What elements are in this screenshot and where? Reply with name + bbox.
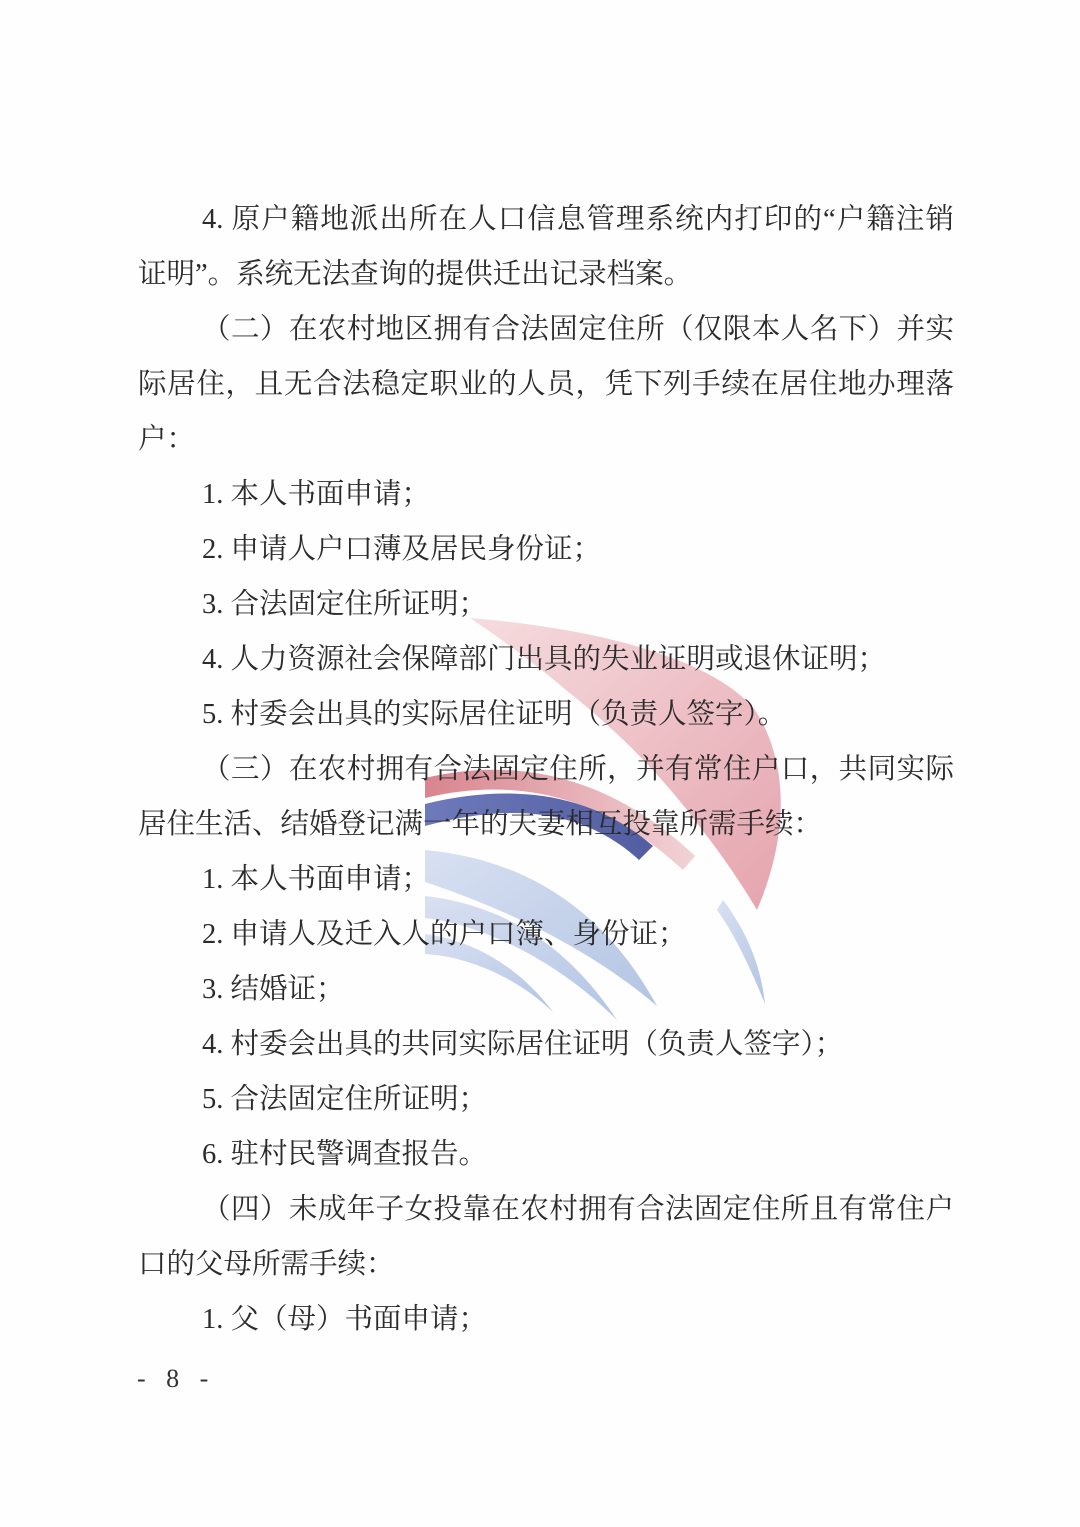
page-number: - 8 - (137, 1364, 216, 1393)
text-line: 3. 结婚证； (202, 974, 345, 1005)
text-line: 5. 合法固定住所证明； (202, 1084, 488, 1115)
document-body (138, 192, 954, 1347)
text-line: （三）在农村拥有合法固定住所，并有常住户口，共同实际 (202, 754, 954, 785)
text-line: 口的父母所需手续： (138, 1249, 395, 1280)
text-line: 2. 申请人及迁入人的户口簿、身份证； (202, 919, 687, 950)
text-line: （二）在农村地区拥有合法固定住所（仅限本人名下）并实 (202, 314, 954, 345)
text-line: （四）未成年子女投靠在农村拥有合法固定住所且有常住户 (202, 1194, 954, 1225)
text-line: 1. 本人书面申请； (202, 864, 431, 895)
text-line: 4. 人力资源社会保障部门出具的失业证明或退休证明； (202, 644, 887, 675)
text-line: 6. 驻村民警调查报告。 (202, 1139, 488, 1170)
text-line: 证明”。系统无法查询的提供迁出记录档案。 (138, 259, 693, 290)
text-line: 3. 合法固定住所证明； (202, 589, 488, 620)
text-line: 1. 父（母）书面申请； (202, 1304, 488, 1335)
text-line: 1. 本人书面申请； (202, 479, 431, 510)
text-line: 4. 村委会出具的共同实际居住证明（负责人签字）； (202, 1029, 844, 1060)
text-line: 2. 申请人户口薄及居民身份证； (202, 534, 602, 565)
text-line: 际居住，且无合法稳定职业的人员，凭下列手续在居住地办理落 (138, 369, 954, 400)
text-line: 居住生活、结婚登记满一年的夫妻相互投靠所需手续： (138, 809, 823, 840)
text-line: 4. 原户籍地派出所在人口信息管理系统内打印的“户籍注销 (202, 204, 954, 235)
text-line: 户： (138, 424, 196, 455)
text-line: 5. 村委会出具的实际居住证明（负责人签字）。 (202, 699, 787, 730)
